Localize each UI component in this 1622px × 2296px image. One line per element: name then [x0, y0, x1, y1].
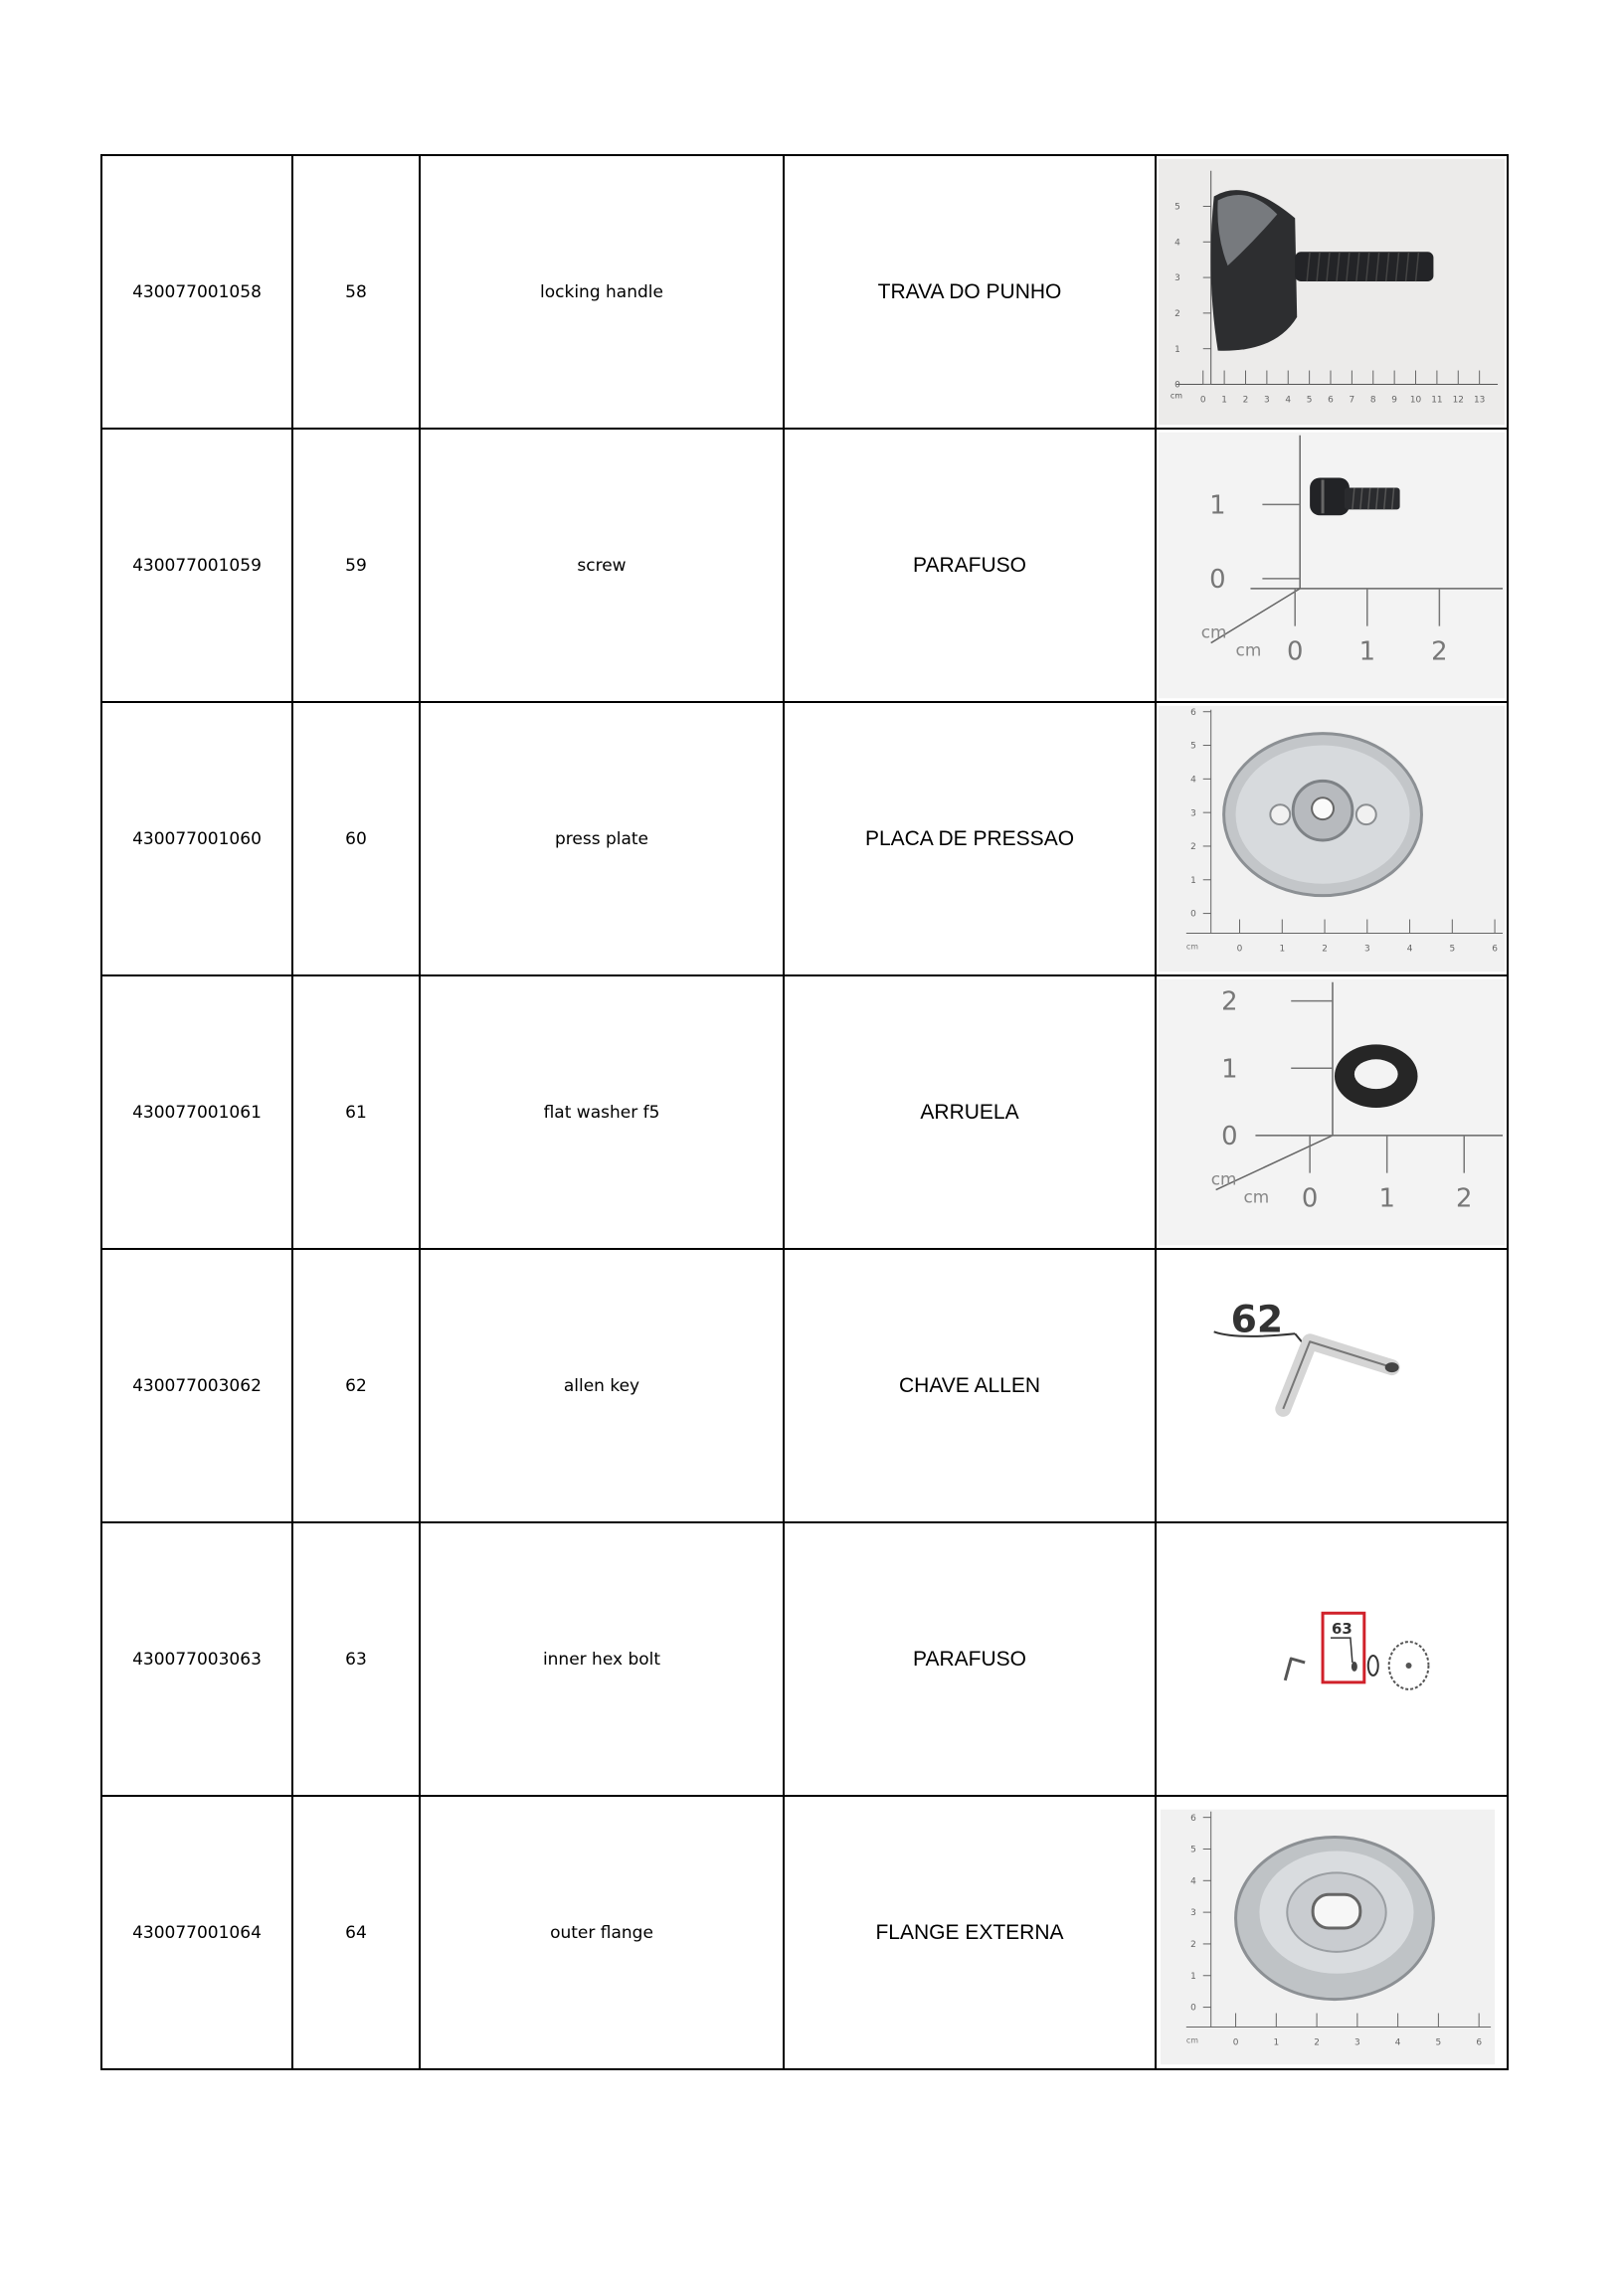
- ruler-x-tick-label: 7: [1349, 395, 1355, 406]
- ruler-y-tick-label: 3: [1174, 273, 1180, 284]
- ruler-x-tick-label: 4: [1285, 395, 1292, 406]
- table-row: [101, 1522, 1508, 1796]
- ruler-x-tick-label: 10: [1409, 395, 1422, 406]
- ruler-x-tick-label: 6: [1328, 395, 1334, 406]
- part-image-cell: [1156, 155, 1508, 429]
- table-row: [101, 155, 1508, 429]
- ruler-x-tick-label: 2: [1322, 944, 1328, 955]
- ruler-y-tick-label: 3: [1190, 1908, 1196, 1919]
- table-row: [101, 975, 1508, 1249]
- part-number: 58: [292, 155, 420, 429]
- ruler-x-tick-label: 1: [1221, 395, 1227, 406]
- part-number: 60: [292, 702, 420, 975]
- part-description-en: screw: [420, 429, 784, 702]
- ruler-x-tick-label: 3: [1363, 944, 1370, 955]
- ruler-y-tick-label: 2: [1174, 309, 1180, 320]
- part-code: 430077003062: [101, 1249, 292, 1522]
- ruler-x-tick-label: 13: [1473, 395, 1486, 406]
- part-image-cell: [1156, 1522, 1508, 1796]
- part-description-en: inner hex bolt: [420, 1522, 784, 1796]
- ruler-x-tick-label: 0: [1232, 2037, 1239, 2048]
- ruler-x-tick-label: 2: [1242, 395, 1249, 406]
- part-number: 64: [292, 1796, 420, 2069]
- ruler-x-tick-label: 0: [1236, 944, 1243, 955]
- part-code: 430077003063: [101, 1522, 292, 1796]
- part-image-cell: [1156, 975, 1508, 1249]
- ruler-y-tick-label: 5: [1190, 1845, 1196, 1855]
- ruler-x-tick-label: 11: [1431, 395, 1443, 406]
- ruler-x-tick-label: 4: [1406, 944, 1413, 955]
- callout-label: 63: [1332, 1620, 1352, 1639]
- ruler-x-tick-label: 1: [1273, 2037, 1280, 2048]
- ruler-y-tick-label: 4: [1190, 1876, 1196, 1887]
- table-row: [101, 1796, 1508, 2069]
- ruler-y-tick-label: 1: [1190, 875, 1196, 886]
- part-number: 62: [292, 1249, 420, 1522]
- part-number: 61: [292, 975, 420, 1249]
- table-row: [101, 1249, 1508, 1522]
- ruler-x-tick-label: 1: [1279, 944, 1286, 955]
- ruler-x-tick-label: 6: [1476, 2037, 1483, 2048]
- part-code: 430077001064: [101, 1796, 292, 2069]
- ruler-unit: cm: [1170, 391, 1183, 401]
- locking-handle-photo: [1157, 156, 1507, 428]
- ruler-unit: cm: [1200, 621, 1227, 642]
- table-row: [101, 429, 1508, 702]
- part-image-cell: [1156, 429, 1508, 702]
- ruler-x-tick-label: 6: [1492, 944, 1498, 955]
- ruler-x-tick-label: 9: [1391, 395, 1397, 406]
- ruler-unit: cm: [1210, 1168, 1237, 1189]
- ruler-y-tick-label: 5: [1174, 202, 1180, 213]
- part-description-pt: PARAFUSO: [784, 1522, 1156, 1796]
- ruler-y-tick-label: 0: [1209, 564, 1226, 595]
- part-image-cell: [1156, 1249, 1508, 1522]
- ruler-x-tick-label: 1: [1358, 636, 1376, 667]
- ruler-y-tick-label: 0: [1174, 380, 1180, 391]
- part-description-pt: PLACA DE PRESSAO: [784, 702, 1156, 975]
- ruler-x-tick-label: 5: [1435, 2037, 1442, 2048]
- ruler-x-tick-label: 5: [1306, 395, 1313, 406]
- part-description-en: flat washer f5: [420, 975, 784, 1249]
- part-description-pt: PARAFUSO: [784, 429, 1156, 702]
- part-description-pt: CHAVE ALLEN: [784, 1249, 1156, 1522]
- outer-flange-photo: [1157, 1797, 1507, 2068]
- flat-washer-photo: [1157, 976, 1507, 1248]
- part-number: 59: [292, 429, 420, 702]
- part-code: 430077001058: [101, 155, 292, 429]
- part-code: 430077001059: [101, 429, 292, 702]
- ruler-x-tick-label: 2: [1456, 1183, 1473, 1214]
- ruler-x-tick-label: 1: [1378, 1183, 1395, 1214]
- ruler-unit: cm: [1185, 2035, 1198, 2045]
- ruler-x-tick-label: 5: [1449, 944, 1456, 955]
- ruler-unit: cm: [1235, 639, 1262, 660]
- ruler-y-tick-label: 1: [1221, 1054, 1238, 1085]
- ruler-x-tick-label: 3: [1264, 395, 1270, 406]
- ruler-x-tick-label: 8: [1369, 395, 1376, 406]
- part-description-en: allen key: [420, 1249, 784, 1522]
- ruler-y-tick-label: 2: [1221, 986, 1238, 1017]
- ruler-y-tick-label: 0: [1190, 2003, 1196, 2014]
- part-description-pt: ARRUELA: [784, 975, 1156, 1249]
- ruler-y-tick-label: 3: [1190, 808, 1196, 819]
- ruler-y-tick-label: 4: [1174, 238, 1180, 249]
- ruler-x-tick-label: 2: [1431, 636, 1448, 667]
- part-code: 430077001060: [101, 702, 292, 975]
- ruler-y-tick-label: 1: [1174, 344, 1180, 355]
- screw-photo: [1157, 430, 1507, 701]
- ruler-x-tick-label: 2: [1314, 2037, 1320, 2048]
- ruler-y-tick-label: 0: [1221, 1121, 1238, 1151]
- part-image-cell: [1156, 702, 1508, 975]
- hex-bolt-diagram: [1157, 1523, 1507, 1795]
- ruler-y-tick-label: 5: [1190, 741, 1196, 752]
- part-description-pt: FLANGE EXTERNA: [784, 1796, 1156, 2069]
- part-description-en: press plate: [420, 702, 784, 975]
- part-image-cell: [1156, 1796, 1508, 2069]
- allen-key-drawing: [1157, 1250, 1507, 1521]
- ruler-y-tick-label: 4: [1190, 775, 1196, 786]
- ruler-y-tick-label: 1: [1209, 490, 1226, 521]
- ruler-y-tick-label: 2: [1190, 842, 1196, 853]
- press-plate-photo: [1157, 703, 1507, 974]
- callout-label: 62: [1230, 1297, 1284, 1341]
- part-code: 430077001061: [101, 975, 292, 1249]
- ruler-unit: cm: [1185, 942, 1198, 952]
- ruler-y-tick-label: 6: [1190, 707, 1196, 718]
- part-number: 63: [292, 1522, 420, 1796]
- ruler-x-tick-label: 0: [1301, 1183, 1319, 1214]
- ruler-y-tick-label: 0: [1190, 909, 1196, 920]
- ruler-x-tick-label: 0: [1199, 395, 1206, 406]
- part-description-pt: TRAVA DO PUNHO: [784, 155, 1156, 429]
- table-row: [101, 702, 1508, 975]
- part-description-en: locking handle: [420, 155, 784, 429]
- ruler-y-tick-label: 1: [1190, 1971, 1196, 1982]
- part-description-en: outer flange: [420, 1796, 784, 2069]
- parts-table: [100, 154, 1509, 2070]
- ruler-x-tick-label: 0: [1286, 636, 1304, 667]
- ruler-x-tick-label: 4: [1394, 2037, 1401, 2048]
- ruler-x-tick-label: 12: [1452, 395, 1464, 406]
- ruler-unit: cm: [1243, 1186, 1270, 1207]
- ruler-y-tick-label: 6: [1190, 1813, 1196, 1824]
- ruler-x-tick-label: 3: [1354, 2037, 1360, 2048]
- ruler-y-tick-label: 2: [1190, 1940, 1196, 1951]
